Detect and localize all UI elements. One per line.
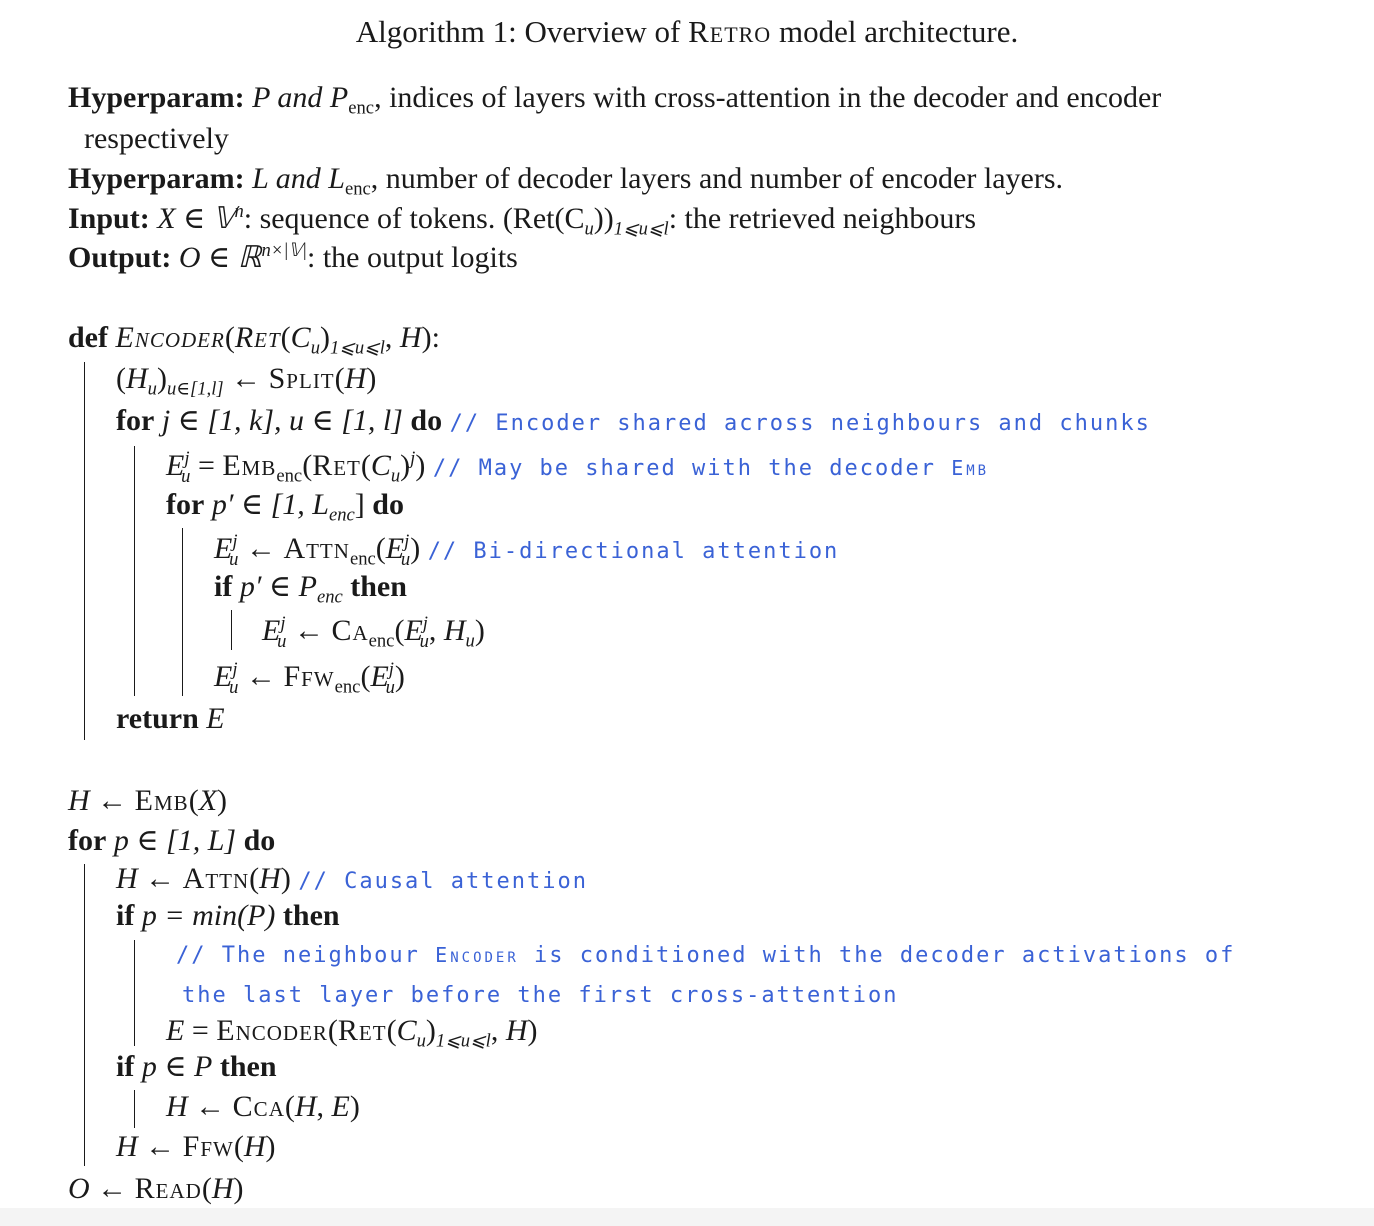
for-j-block-bar (134, 446, 135, 696)
hyperparam-1-line (68, 80, 1162, 119)
neighbour-comment-line-2: the last layer before the first cross-attention (182, 983, 899, 1008)
input-text: X ∈ 𝕍$^n$: sequence of tokens. $(Ret(C_u))_{1⩽u⩽l}$: the retrieved neighbours (157, 200, 977, 240)
encoder-shared-comment: // Encoder shared across neighbours and chunks (449, 411, 1151, 436)
output-line (68, 240, 518, 276)
bidirectional-comment: // Bi-directional attention (427, 539, 840, 564)
main-ffw-line: H ← Ffw(H) (116, 1130, 276, 1163)
encoder-ffw-line: $E^j_u$ ← $Ffw_{enc}(E^j_u)$ (214, 658, 405, 698)
main-if-min-line: if p = min(P) then (116, 899, 340, 932)
page-bottom-edge (0, 1208, 1374, 1226)
encoder-emb-line: $E^j_u = Emb_{enc}(Ret(C_u)^j)$ // May be shared with the decoder Emb (166, 447, 990, 487)
if-enc-block-bar (231, 610, 232, 650)
encoder-attn-line: $E^j_u$ ← $Attn_{enc}(E^j_u)$ // Bi-directional attention (214, 530, 840, 570)
encoder-function-name: Encoder (115, 321, 225, 354)
main-encoder-call-line: $E = Encoder(Ret(C_u)_{1⩽u⩽l}$, H) (166, 1014, 538, 1052)
for-p-block-bar (182, 528, 183, 696)
if-p-block-bar (134, 1090, 135, 1128)
encoder-split-line: $(H_u)_{u\in[1,l]}$ ← Split(H) (116, 362, 377, 400)
encoder-for-p-line: for p′ ∈ [1, $L_{enc}$] do (166, 488, 404, 526)
main-for-line: for p ∈ [1, L] do (68, 824, 276, 857)
hyperparam-2-text: L and $L_{enc}$, number of decoder layers and number of encoder layers. (252, 162, 1063, 200)
hyperparam-2-line (68, 161, 1063, 200)
title-suffix: model architecture. (771, 14, 1019, 49)
encoder-if-line: if p′ ∈ $P_{enc}$ then (214, 570, 407, 608)
main-attn-line: H ← Attn(H) // Causal attention (116, 862, 589, 895)
output-label: Output: (68, 241, 172, 274)
algorithm-title (0, 14, 1374, 50)
encoder-def-line: def $Encoder(Ret(C_u)_{1⩽u⩽l}$, H): (68, 321, 440, 359)
encoder-for-j-line: for j ∈ [1, k], u ∈ [1, l] do // Encoder shared across neighbours and chunks (116, 404, 1151, 437)
main-cca-line: H ← Cca(H, E) (166, 1090, 360, 1123)
if-min-block-bar (134, 940, 135, 1046)
output-text: O ∈ ℝ$^{n\times|𝕍|}$: the output logits (178, 239, 518, 274)
hyperparam-1-label: Hyperparam: (68, 81, 245, 114)
encoder-block-bar (84, 362, 85, 740)
hyperparam-1-continuation: respectively (84, 122, 229, 155)
input-line (68, 200, 977, 240)
neighbour-comment-line-1: // The neighbour Encoder is conditioned with the decoder activations of (176, 943, 1236, 968)
main-read-line: O ← Read(H) (68, 1172, 244, 1205)
hyperparam-1-text: P and $P_{enc}$, indices of layers with cross-attention in the decoder and encoder (252, 81, 1162, 119)
title-prefix: Algorithm 1: Overview of (355, 14, 689, 49)
encoder-ca-line: $E^j_u$ ← $Ca_{enc}(E^j_u$, $H_u$) (262, 612, 485, 652)
emb-shared-comment: // May be shared with the decoder Emb (432, 456, 990, 481)
hyperparam-2-label: Hyperparam: (68, 162, 245, 195)
input-label: Input: (68, 202, 150, 235)
causal-attention-comment: // Causal attention (298, 869, 589, 894)
encoder-return-line: return E (116, 702, 225, 735)
main-if-p-line: if p ∈ P then (116, 1050, 277, 1083)
main-for-block-bar (84, 864, 85, 1166)
main-emb-line: H ← Emb(X) (68, 784, 228, 817)
title-model-name: Retro (688, 14, 772, 49)
